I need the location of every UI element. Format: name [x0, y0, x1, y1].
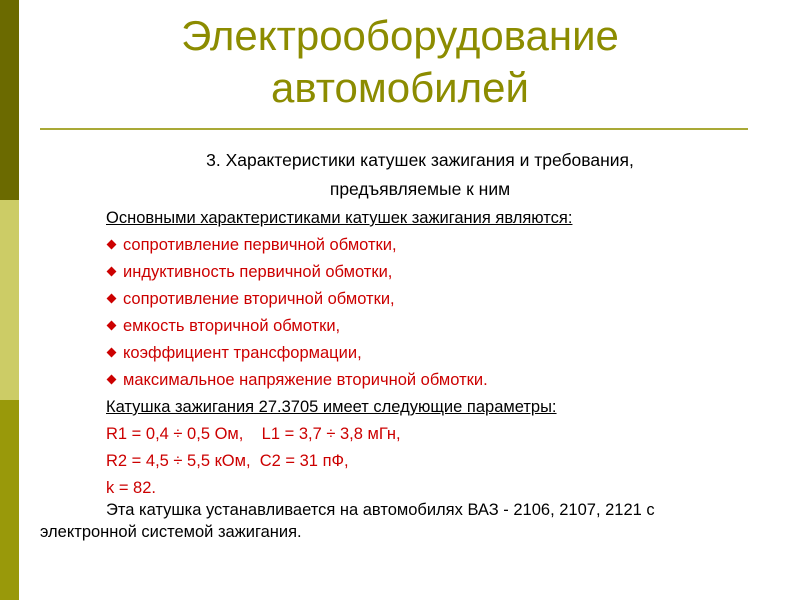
section-heading-line1: 3. Характеристики катушек зажигания и требования,	[206, 150, 634, 170]
section-heading-line2: предъявляемые к ним	[329, 179, 511, 199]
param-line: R1 = 0,4 ÷ 0,5 Ом, L1 = 3,7 ÷ 3,8 мГн,	[106, 425, 401, 443]
installation-note-line2: электронной системой зажигания.	[40, 523, 302, 541]
installation-note-line1: Эта катушка устанавливается на автомобилях ВАЗ - 2106, 2107, 2121 с	[106, 501, 655, 519]
list-item-text: емкость вторичной обмотки,	[123, 317, 341, 335]
diamond-bullet-icon	[107, 321, 117, 331]
side-bar-top	[0, 0, 19, 200]
installation-note	[40, 499, 780, 543]
section-heading	[100, 146, 740, 204]
list-item-text: сопротивление вторичной обмотки,	[123, 290, 395, 308]
diamond-bullet-icon	[107, 348, 117, 358]
params-heading: Катушка зажигания 27.3705 имеет следующие параметры:	[106, 398, 557, 416]
content-body	[106, 205, 776, 502]
characteristics-heading: Основными характеристиками катушек зажигания являются:	[106, 209, 573, 227]
side-bar-middle	[0, 200, 19, 400]
list-item	[106, 286, 776, 313]
diamond-bullet-icon	[107, 294, 117, 304]
slide-title-line1: Электрооборудование	[181, 12, 619, 59]
title-divider	[40, 128, 748, 130]
list-item	[106, 340, 776, 367]
list-item-text: индуктивность первичной обмотки,	[123, 263, 393, 281]
diamond-bullet-icon	[107, 375, 117, 385]
slide-title-line2: автомобилей	[271, 64, 529, 111]
list-item	[106, 367, 776, 394]
diamond-bullet-icon	[107, 267, 117, 277]
list-item-text: сопротивление первичной обмотки,	[123, 236, 397, 254]
list-item-text: коэффициент трансформации,	[123, 344, 362, 362]
slide-title	[60, 10, 740, 114]
param-line: k = 82.	[106, 479, 156, 497]
diamond-bullet-icon	[107, 240, 117, 250]
list-item-text: максимальное напряжение вторичной обмотки.	[123, 371, 488, 389]
list-item	[106, 259, 776, 286]
param-line: R2 = 4,5 ÷ 5,5 кОм, C2 = 31 пФ,	[106, 452, 349, 470]
list-item	[106, 232, 776, 259]
side-bar-bottom	[0, 400, 19, 600]
list-item	[106, 313, 776, 340]
